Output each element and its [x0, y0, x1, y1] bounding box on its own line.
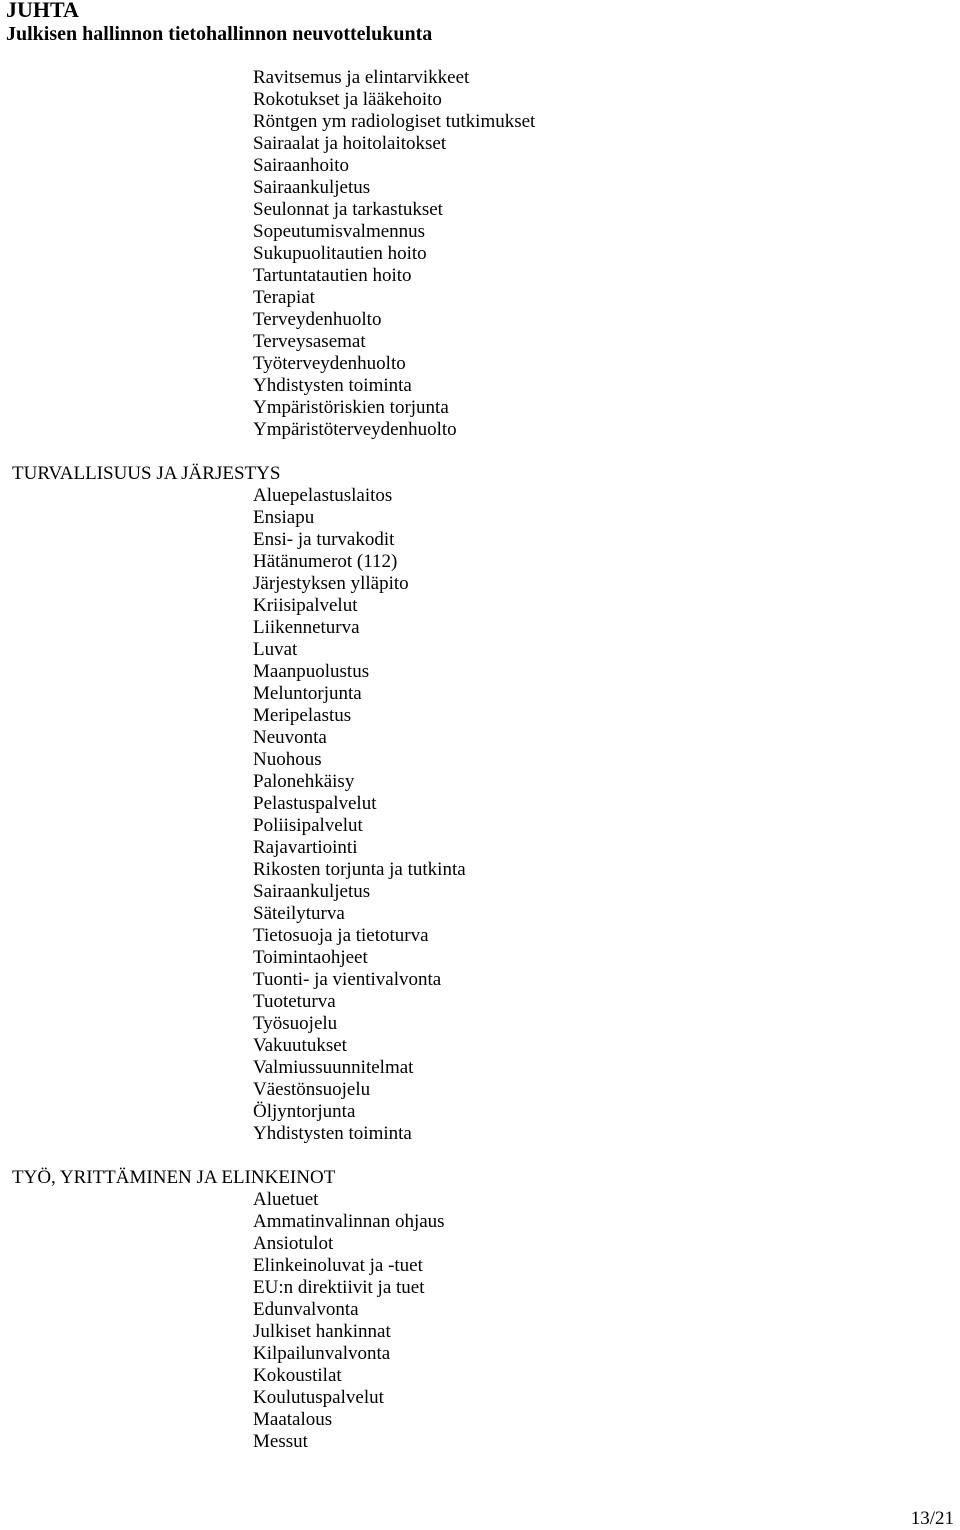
document-body — [0, 67, 960, 1453]
list-item: Luvat — [253, 639, 298, 660]
list-item: Julkiset hankinnat — [253, 1321, 391, 1342]
list-item: Tietosuoja ja tietoturva — [253, 925, 429, 946]
list-item: Aluepelastuslaitos — [253, 485, 393, 506]
list-item: Terapiat — [253, 287, 315, 308]
list-item: Tuoteturva — [253, 991, 336, 1012]
list-item: Kokoustilat — [253, 1365, 342, 1386]
list-item: Kilpailunvalvonta — [253, 1343, 391, 1364]
list-item: Työsuojelu — [253, 1013, 338, 1034]
list-item: Neuvonta — [253, 727, 327, 748]
list-item: Poliisipalvelut — [253, 815, 363, 836]
list-item: Edunvalvonta — [253, 1299, 359, 1320]
list-item: Meripelastus — [253, 705, 352, 726]
list-item: Pelastuspalvelut — [253, 793, 377, 814]
topic-list — [0, 67, 960, 441]
list-item: Sairaankuljetus — [253, 881, 371, 902]
list-item: Meluntorjunta — [253, 683, 362, 704]
topic-list — [0, 1189, 960, 1453]
section-heading: TYÖ, YRITTÄMINEN JA ELINKEINOT — [12, 1167, 336, 1188]
list-item: Rikosten torjunta ja tutkinta — [253, 859, 466, 880]
category-section — [0, 1167, 960, 1453]
list-item: Ensiapu — [253, 507, 315, 528]
list-item: Hätänumerot (112) — [253, 551, 398, 572]
category-section — [0, 67, 960, 441]
organization-short-name: JUHTA — [6, 0, 79, 22]
list-item: Ammatinvalinnan ohjaus — [253, 1211, 445, 1232]
list-item: Sopeutumisvalmennus — [253, 221, 426, 242]
list-item: Yhdistysten toiminta — [253, 375, 412, 396]
list-item: Liikenneturva — [253, 617, 360, 638]
list-item: Terveydenhuolto — [253, 309, 382, 330]
list-item: Ensi- ja turvakodit — [253, 529, 395, 550]
list-item: Maatalous — [253, 1409, 333, 1430]
list-item: Sairaanhoito — [253, 155, 350, 176]
list-item: Sairaankuljetus — [253, 177, 371, 198]
list-item: Toimintaohjeet — [253, 947, 368, 968]
list-item: Ansiotulot — [253, 1233, 334, 1254]
list-item: Tartuntatautien hoito — [253, 265, 412, 286]
list-item: Terveysasemat — [253, 331, 366, 352]
list-item: Röntgen ym radiologiset tutkimukset — [253, 111, 536, 132]
section-heading: TURVALLISUUS JA JÄRJESTYS — [12, 463, 281, 484]
list-item: Öljyntorjunta — [253, 1101, 356, 1122]
list-item: Seulonnat ja tarkastukset — [253, 199, 443, 220]
list-item: Tuonti- ja vientivalvonta — [253, 969, 442, 990]
section-spacer — [0, 1145, 960, 1167]
list-item: Palonehkäisy — [253, 771, 355, 792]
list-item: Rajavartiointi — [253, 837, 358, 858]
list-item: Elinkeinoluvat ja -tuet — [253, 1255, 423, 1276]
list-item: Sukupuolitautien hoito — [253, 243, 427, 264]
list-item: Vakuutukset — [253, 1035, 347, 1056]
list-item: Messut — [253, 1431, 308, 1452]
list-item: Yhdistysten toiminta — [253, 1123, 412, 1144]
list-item: Ympäristöterveydenhuolto — [253, 419, 457, 440]
list-item: Ympäristöriskien torjunta — [253, 397, 449, 418]
list-item: Maanpuolustus — [253, 661, 370, 682]
list-item: Kriisipalvelut — [253, 595, 358, 616]
list-item: Nuohous — [253, 749, 322, 770]
topic-list — [0, 485, 960, 1145]
list-item: Sairaalat ja hoitolaitokset — [253, 133, 447, 154]
category-section — [0, 463, 960, 1145]
list-item: Säteilyturva — [253, 903, 345, 924]
list-item: Työterveydenhuolto — [253, 353, 406, 374]
list-item: Rokotukset ja lääkehoito — [253, 89, 442, 110]
list-item: Ravitsemus ja elintarvikkeet — [253, 67, 470, 88]
list-item: Koulutuspalvelut — [253, 1387, 384, 1408]
list-item: Aluetuet — [253, 1189, 319, 1210]
list-item: Järjestyksen ylläpito — [253, 573, 409, 594]
list-item: Valmiussuunnitelmat — [253, 1057, 414, 1078]
list-item: Väestönsuojelu — [253, 1079, 371, 1100]
organization-full-name: Julkisen hallinnon tietohallinnon neuvottelukunta — [6, 23, 433, 45]
section-spacer — [0, 441, 960, 463]
list-item: EU:n direktiivit ja tuet — [253, 1277, 425, 1298]
document-header — [6, 0, 432, 46]
page-number: 13/21 — [910, 1508, 954, 1529]
